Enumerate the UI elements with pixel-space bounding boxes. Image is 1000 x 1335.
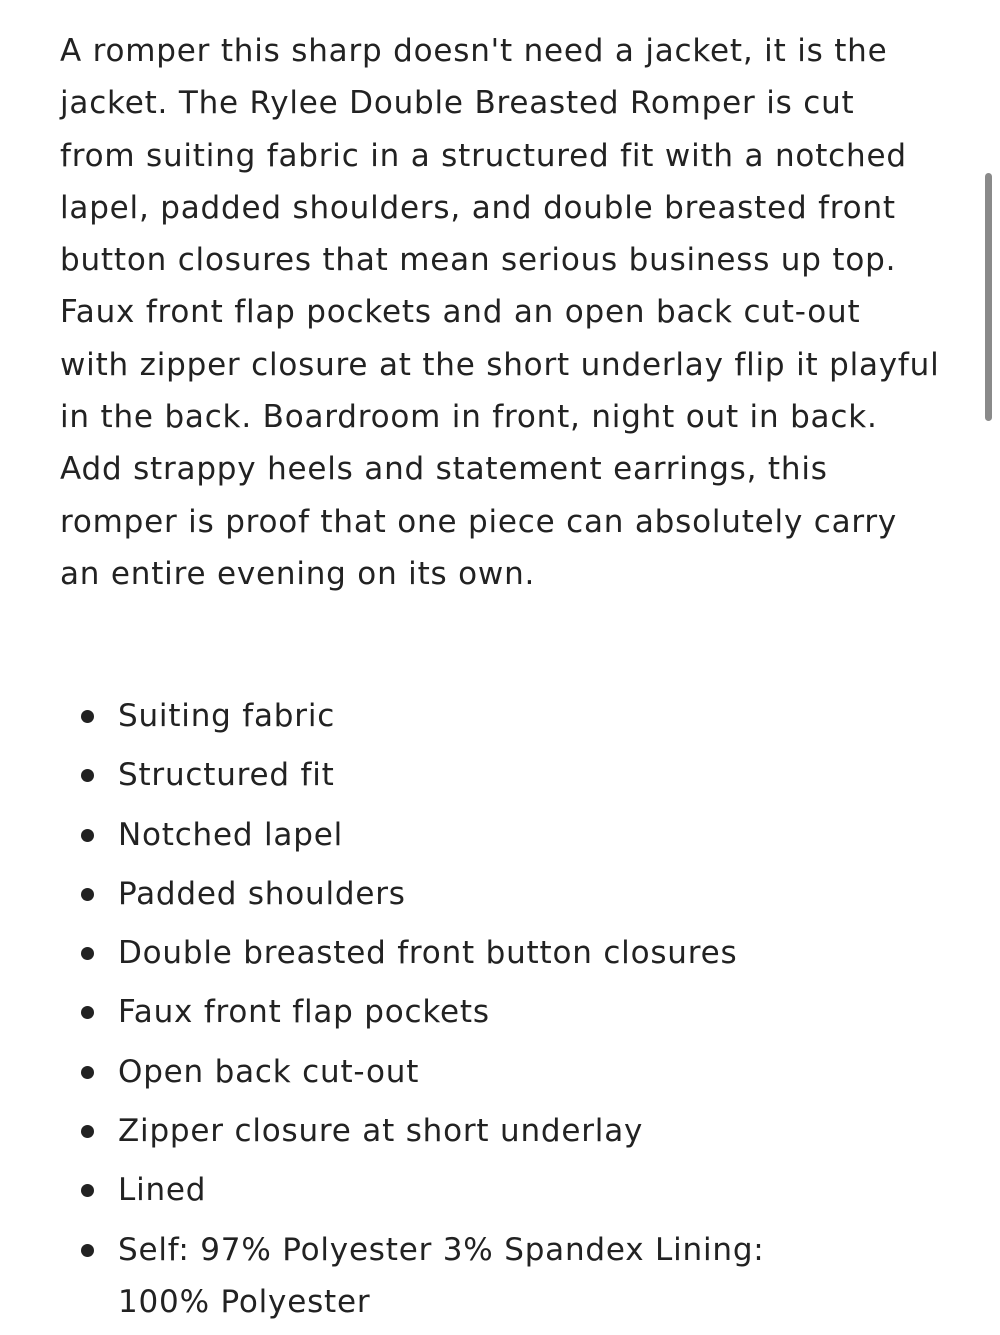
product-description-section — [60, 25, 940, 1320]
product-description: A romper this sharp doesn't need a jacket, it is the jacket. The Rylee Double Breasted Romper is cut from suiting fabric in a structured fit with a notched lapel, padded shoulders, and double breasted front button closures that mean serious business up top. Faux front flap pockets and an open back cut-out with zipper closure at the short underlay flip it playful in the back. Boardroom in front, night out in back. Add strappy heels and statement earrings, this romper is proof that one piece can absolutely carry an entire evening on its own. — [60, 33, 940, 592]
bullet-icon — [81, 1125, 94, 1138]
bullet-icon — [81, 1066, 94, 1079]
feature-text: Notched lapel — [118, 816, 343, 853]
feature-text: Structured fit — [118, 757, 335, 794]
bullet-icon — [81, 829, 94, 842]
feature-item — [60, 927, 940, 979]
feature-item — [60, 1224, 940, 1329]
feature-list — [60, 690, 940, 1335]
feature-text: Padded shoulders — [118, 875, 406, 912]
bullet-icon — [81, 1184, 94, 1197]
feature-item — [60, 749, 940, 801]
feature-text: Zipper closure at short underlay — [118, 1113, 644, 1150]
bullet-icon — [81, 1244, 94, 1257]
bullet-icon — [81, 1006, 94, 1019]
bullet-icon — [81, 947, 94, 960]
feature-item — [60, 986, 940, 1038]
vertical-scrollbar[interactable] — [985, 173, 992, 421]
bullet-icon — [81, 710, 94, 723]
feature-text: Open back cut-out — [118, 1053, 420, 1090]
feature-item — [60, 690, 940, 742]
feature-text: Self: 97% Polyester 3% Spandex Lining: 100% Polyester — [118, 1231, 765, 1320]
feature-text: Suiting fabric — [118, 698, 336, 734]
feature-item — [60, 1046, 940, 1098]
bullet-icon — [81, 769, 94, 782]
bullet-icon — [81, 888, 94, 901]
feature-item — [60, 1164, 940, 1216]
feature-text: Double breasted front button closures — [118, 935, 738, 972]
feature-item — [60, 1105, 940, 1157]
feature-text: Faux front flap pockets — [118, 994, 490, 1031]
feature-item — [60, 809, 940, 861]
feature-text: Lined — [118, 1172, 207, 1209]
feature-item — [60, 868, 940, 920]
